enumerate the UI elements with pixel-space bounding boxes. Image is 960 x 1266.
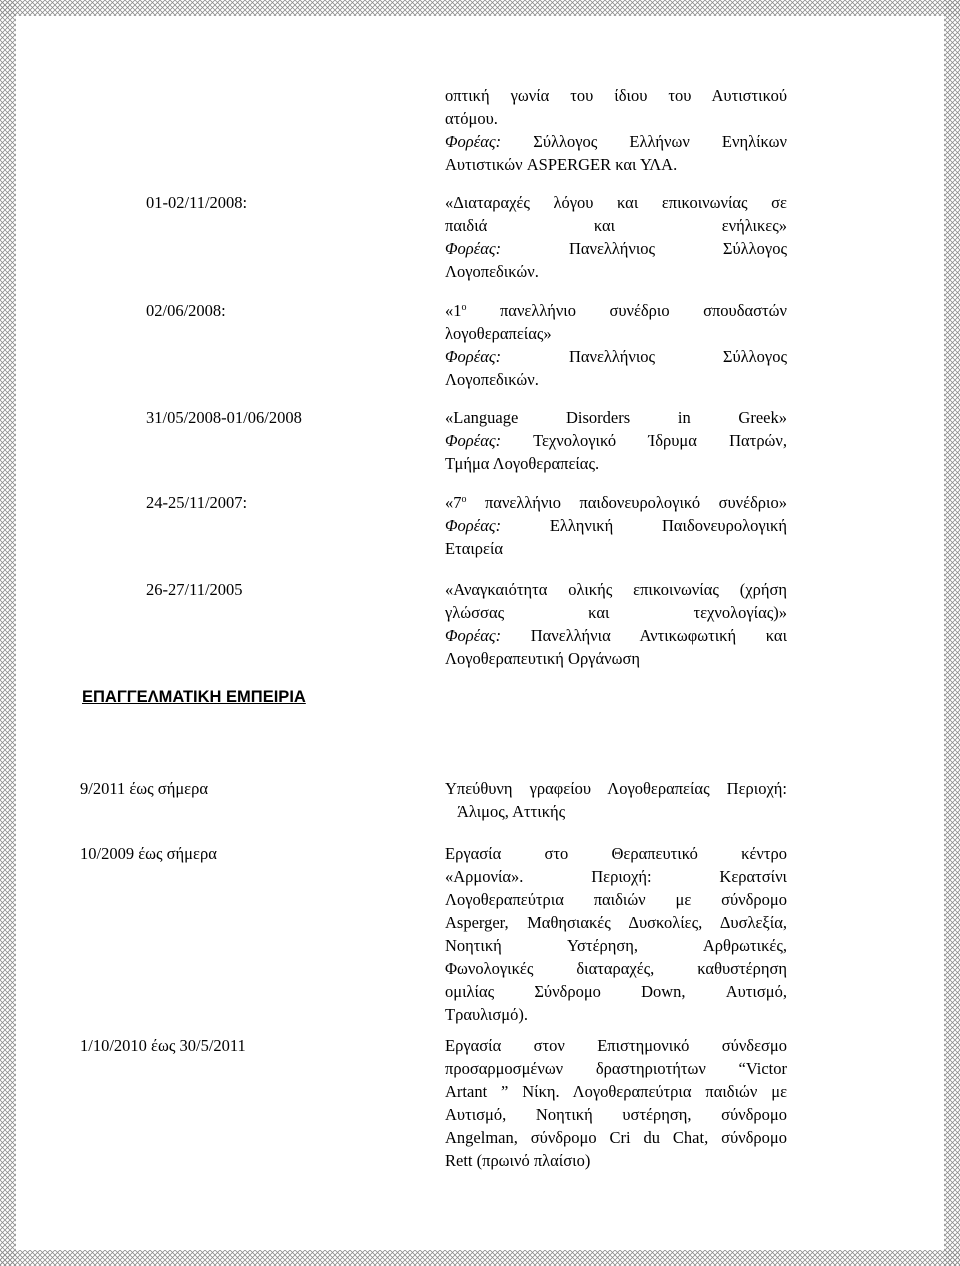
experience-line: Λογοθεραπεύτρια παιδιών με σύνδρομο: [445, 890, 787, 909]
experience-line: Asperger, Μαθησιακές Δυσκολίες, Δυσλεξία,: [445, 913, 787, 932]
experience-line: Αυτισμό, Νοητική υστέρηση, σύνδρομο: [445, 1105, 787, 1124]
seminar-title: «$1^o$ πανελλήνιο συνέδριο σπουδαστών: [445, 301, 787, 320]
section-heading: ΕΠΑΓΓΕΛΜΑΤΙΚΗ ΕΜΠΕΙΡΙΑ: [82, 688, 306, 706]
seminar-title: λογοθεραπείας»: [445, 324, 552, 343]
experience-line: ομιλίας Σύνδρομο Down, Αυτισμό,: [445, 982, 787, 1001]
experience-line: Υπεύθυνη γραφείου Λογοθεραπείας Περιοχή:: [445, 779, 787, 798]
experience-line: Φωνολογικές διαταραχές, καθυστέρηση: [445, 959, 787, 978]
intro-entry: [445, 84, 787, 176]
org-label: Φορέας:: [445, 626, 502, 645]
experience-line: Εργασία στο Θεραπευτικό κέντρο: [445, 844, 787, 863]
seminar-title: γλώσσας και τεχνολογίας)»: [445, 603, 787, 622]
seminar-date: 01-02/11/2008:: [146, 193, 248, 212]
org-name: Τεχνολογικό Ίδρυμα Πατρών,: [533, 431, 787, 450]
experience-line: Artant ” Νίκη. Λογοθεραπεύτρια παιδιών με: [445, 1082, 787, 1101]
experience-date: 10/2009 έως σήμερα: [80, 844, 217, 863]
seminar-title: παιδιά και ενήλικες»: [445, 216, 787, 235]
org-name: Λογοπεδικών.: [445, 262, 539, 281]
seminar-title: «Language Disorders in Greek»: [445, 408, 787, 427]
seminar-title: «$7^o$ πανελλήνιο παιδονευρολογικό συνέδριο»: [445, 493, 787, 512]
seminar-entry: [445, 299, 787, 391]
intro-line: ατόμου.: [445, 109, 498, 128]
org-name: Λογοθεραπευτική Οργάνωση: [445, 649, 640, 668]
org-label: Φορέας:: [445, 239, 502, 258]
org-name: Λογοπεδικών.: [445, 370, 539, 389]
org-name: Πανελλήνιος Σύλλογος: [568, 347, 787, 366]
experience-entry: [445, 1034, 787, 1172]
org-name: Πανελλήνια Αντικωφωτική και: [530, 626, 788, 645]
seminar-date: 24-25/11/2007:: [146, 493, 248, 512]
experience-date: 9/2011 έως σήμερα: [80, 779, 208, 798]
experience-line: Εργασία στον Επιστημονικό σύνδεσμο: [445, 1036, 787, 1055]
org-name: Τμήμα Λογοθεραπείας.: [445, 454, 600, 473]
experience-line: Angelman, σύνδρομο Cri du Chat, σύνδρομο: [445, 1128, 787, 1147]
seminar-title: «Αναγκαιότητα ολικής επικοινωνίας (χρήση: [445, 580, 787, 599]
org-label: Φορέας:: [445, 431, 502, 450]
experience-entry: [445, 777, 787, 823]
seminar-entry: [445, 491, 787, 560]
experience-line: προσαρμοσμένων δραστηριοτήτων “Victor: [445, 1059, 787, 1078]
experience-line: Rett (πρωινό πλαίσιο): [445, 1151, 591, 1170]
intro-line: οπτική γωνία του ίδιου του Αυτιστικού: [445, 86, 787, 105]
experience-line: Τραυλισμό).: [445, 1005, 528, 1024]
org-label: Φορέας:: [445, 516, 502, 535]
seminar-entry: [445, 578, 787, 670]
org-name: Αυτιστικών ASPERGER και ΥΛΑ.: [445, 155, 678, 174]
seminar-entry: [445, 191, 787, 283]
seminar-entry: [445, 406, 787, 475]
seminar-date: 31/05/2008-01/06/2008: [146, 408, 302, 427]
seminar-date: 02/06/2008:: [146, 301, 226, 320]
org-name: Ελληνική Παιδονευρολογική: [549, 516, 787, 535]
seminar-date: 26-27/11/2005: [146, 580, 243, 599]
experience-line: Νοητική Υστέρηση, Αρθρωτικές,: [445, 936, 787, 955]
experience-line: Άλιμος, Αττικής: [457, 802, 566, 821]
org-name: Σύλλογος Ελλήνων Ενηλίκων: [533, 132, 787, 151]
org-name: Πανελλήνιος Σύλλογος: [568, 239, 787, 258]
experience-line: «Αρμονία». Περιοχή: Κερατσίνι: [445, 867, 787, 886]
experience-date: 1/10/2010 έως 30/5/2011: [80, 1036, 246, 1055]
org-name: Εταιρεία: [445, 539, 504, 558]
seminar-title: «Διαταραχές λόγου και επικοινωνίας σε: [445, 193, 787, 212]
experience-entry: [445, 842, 787, 1026]
org-label: Φορέας:: [445, 347, 502, 366]
org-label: Φορέας:: [445, 132, 502, 151]
